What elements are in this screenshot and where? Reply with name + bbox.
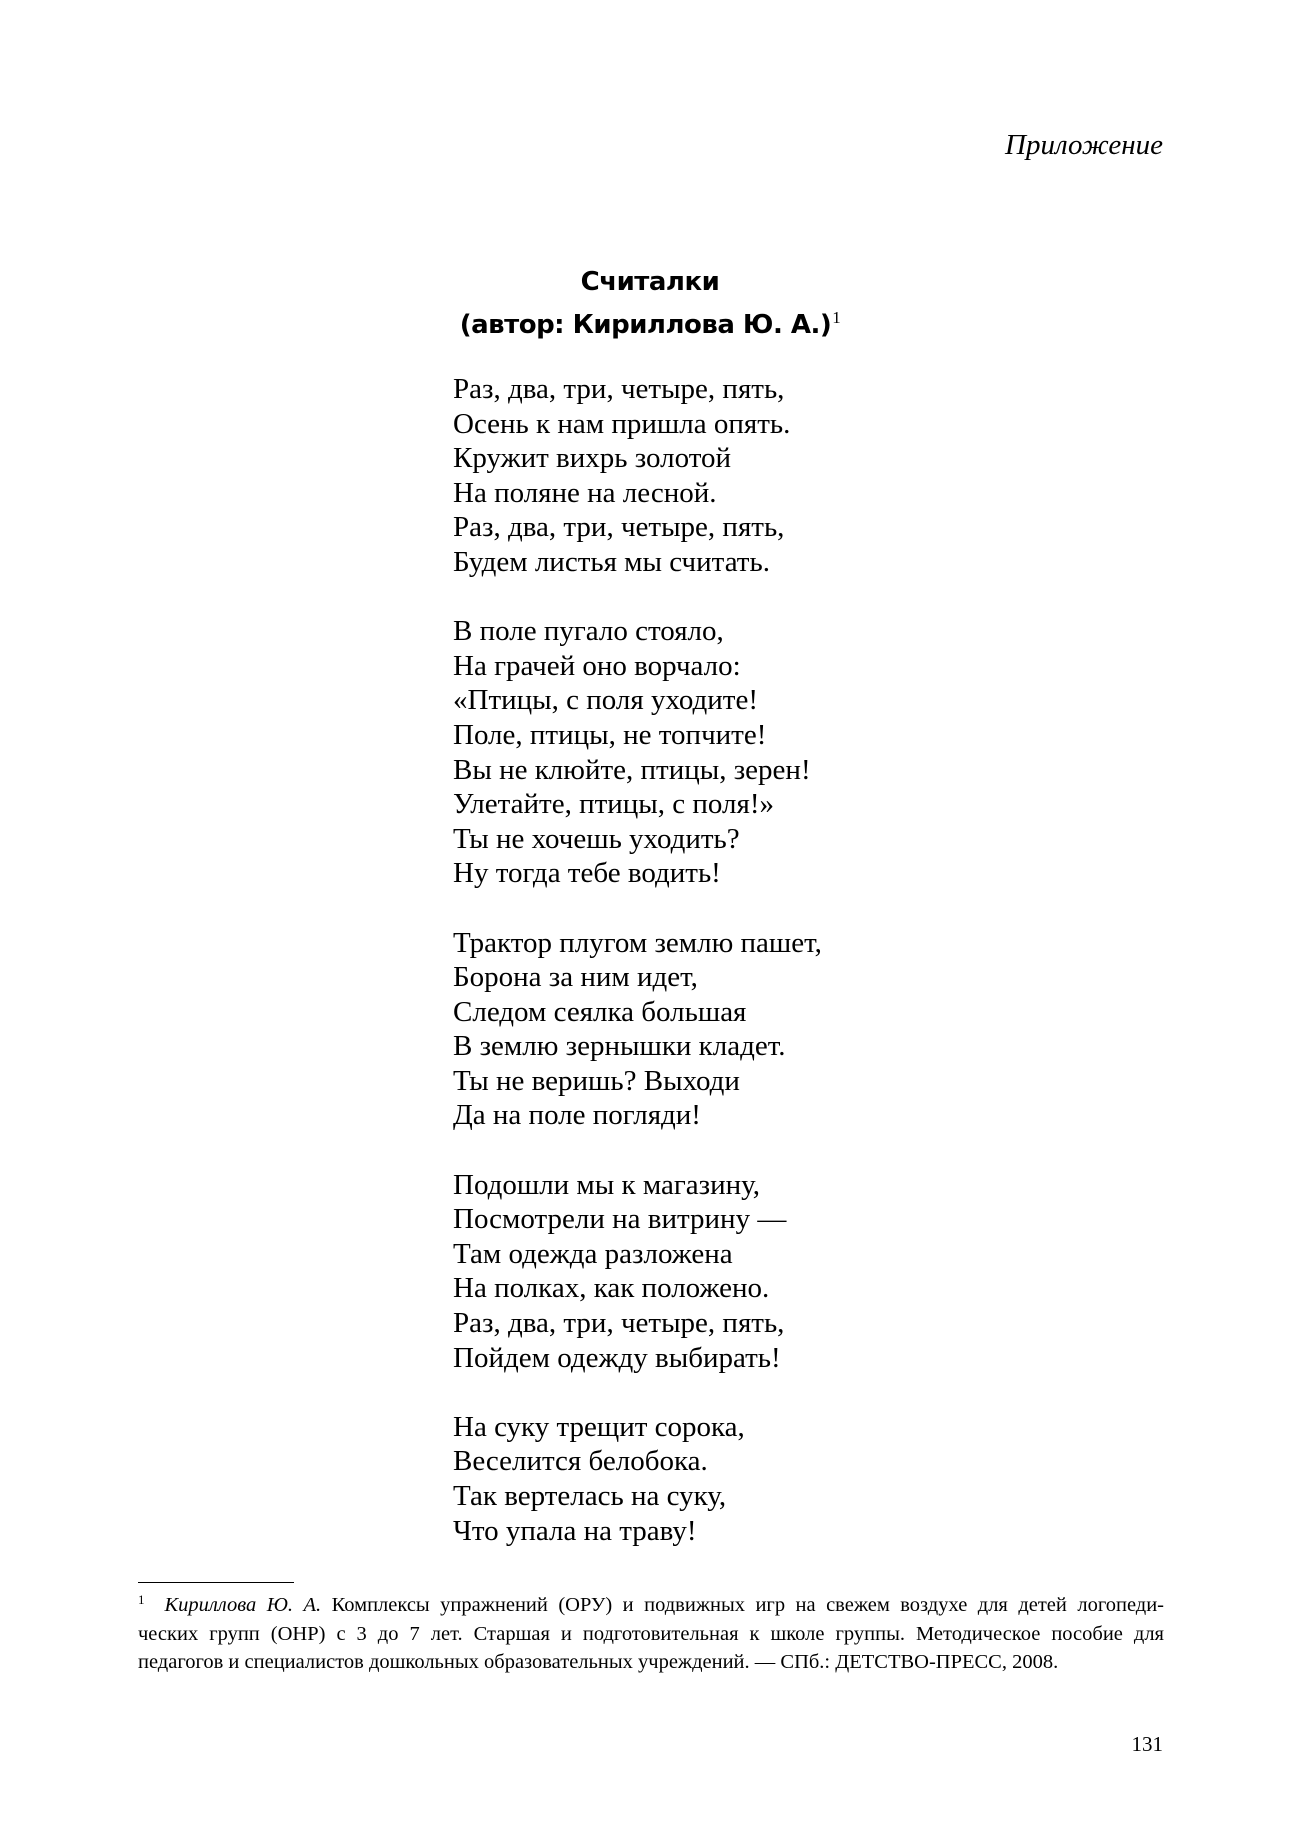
footnote-separator — [138, 1582, 294, 1583]
poem-line: Улетайте, птицы, с поля!» — [453, 788, 775, 821]
poem-line: Трактор плугом землю пашет, — [453, 926, 822, 959]
poem-line: Ты не хочешь уходить? — [453, 822, 740, 855]
poem-line: Веселится белобока. — [453, 1445, 708, 1478]
author-attribution: (автор: Кириллова Ю. А.) — [459, 310, 832, 340]
poem-line: Посмотрели на витрину — — [453, 1203, 787, 1236]
poem-line: Раз, два, три, четыре, пять, — [453, 511, 785, 544]
poem-line: Поле, птицы, не топчите! — [453, 718, 767, 751]
poem-line: Раз, два, три, четыре, пять, — [453, 1307, 785, 1340]
footnote-number: 1 — [138, 1592, 145, 1607]
stanza-4 — [453, 1168, 1213, 1376]
footnote-reference[interactable]: 1 — [832, 308, 841, 327]
poem-line: Что упала на траву! — [453, 1514, 697, 1547]
footnote-author: Кириллова Ю. А. — [164, 1594, 322, 1616]
poem-line: Будем листья мы считать. — [453, 545, 770, 578]
poem-collection — [453, 372, 1213, 1583]
section-title-block — [0, 264, 1300, 343]
footnote — [138, 1586, 1164, 1677]
poem-line: «Птицы, с поля уходите! — [453, 684, 758, 717]
poem-line: На грачей оно ворчало: — [453, 649, 741, 682]
poem-line: Следом сеялка большая — [453, 995, 747, 1028]
stanza-2 — [453, 614, 1213, 891]
poem-line: Пойдем одежду выбирать! — [453, 1341, 781, 1374]
poem-line: В землю зернышки кладет. — [453, 1030, 786, 1063]
poem-line: Там одежда разложена — [453, 1237, 733, 1270]
poem-line: На полках, как положено. — [453, 1272, 770, 1305]
running-header: Приложение — [1005, 129, 1163, 161]
stanza-1 — [453, 372, 1213, 580]
poem-line: Подошли мы к магазину, — [453, 1168, 760, 1201]
poem-line: Осень к нам пришла опять. — [453, 407, 791, 440]
stanza-3 — [453, 926, 1213, 1134]
poem-line: Кружит вихрь золотой — [453, 442, 732, 475]
footnote-line-1 — [138, 1586, 1164, 1620]
poem-line: Ты не веришь? Выходи — [453, 1064, 740, 1097]
footnote-line-3: педагогов и специалистов дошкольных образовательных учреждений. — СПб.: ДЕТСТВО-ПРЕСС, 2008. — [138, 1651, 1059, 1673]
footnote-line-2: ческих групп (ОНР) с 3 до 7 лет. Старшая и подготовительная к школе группы. Методическое пособие для — [138, 1622, 1164, 1645]
poem-line: Раз, два, три, четыре, пять, — [453, 373, 785, 405]
poem-line: На суку трещит сорока, — [453, 1410, 745, 1443]
poem-line: Борона за ним идет, — [453, 961, 698, 994]
poem-line: На поляне на лесной. — [453, 476, 717, 509]
poem-line: Вы не клюйте, птицы, зерен! — [453, 753, 811, 786]
page-number: 131 — [1131, 1732, 1163, 1756]
poem-line: Ну тогда тебе водить! — [453, 857, 721, 890]
footnote-text: Комплексы упражнений (ОРУ) и подвижных игр на свежем воздухе для детей логопеди- — [321, 1594, 1165, 1616]
stanza-5 — [453, 1410, 1213, 1548]
section-title: Считалки — [580, 267, 720, 297]
section-subtitle — [0, 300, 1300, 343]
poem-line: Так вертелась на суку, — [453, 1480, 727, 1512]
poem-line: Да на поле погляди! — [453, 1099, 701, 1132]
poem-line: В поле пугало стояло, — [453, 615, 724, 648]
